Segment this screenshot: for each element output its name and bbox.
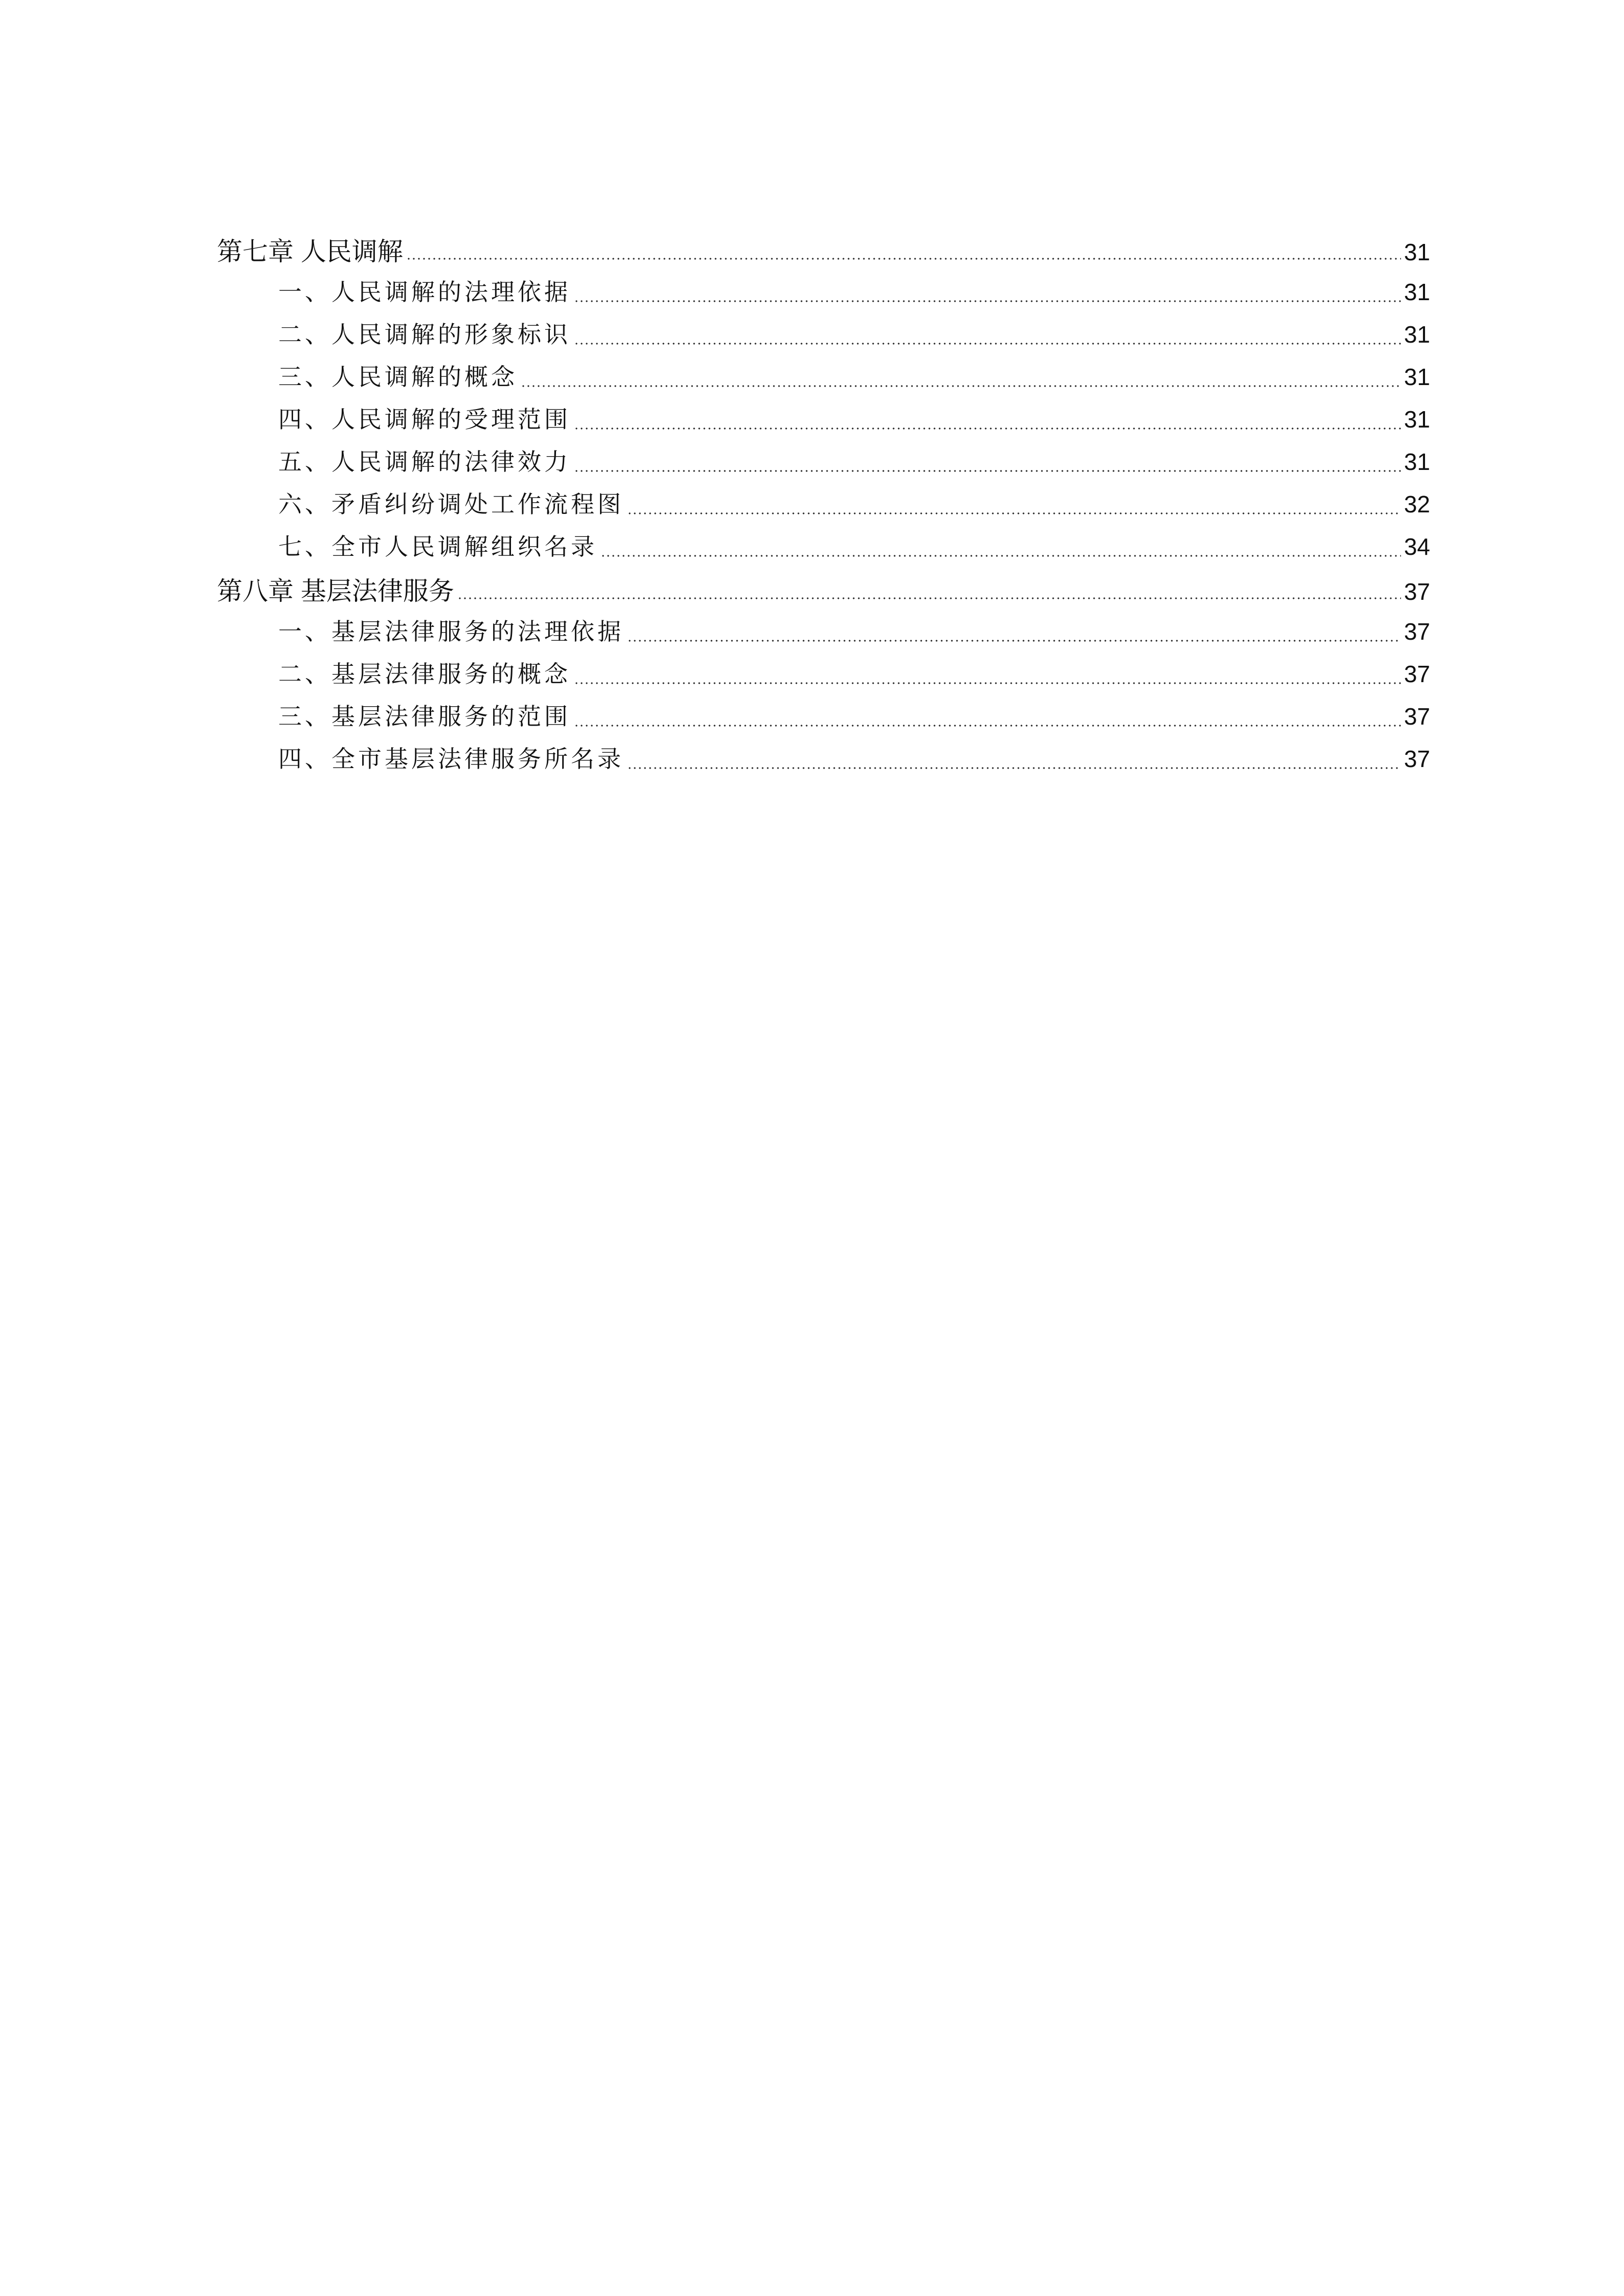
- toc-entry-title: 三、人民调解的概念: [278, 363, 518, 391]
- dot-leader: [574, 343, 1401, 345]
- toc-page-number: 31: [1404, 406, 1430, 433]
- toc-page-number: 31: [1404, 279, 1430, 305]
- toc-entry-title: 第七章 人民调解: [217, 237, 403, 266]
- toc-page-number: 37: [1404, 618, 1430, 645]
- toc-entry-title: 第八章 基层法律服务: [217, 577, 454, 605]
- toc-section-8-3[interactable]: [278, 698, 1430, 734]
- toc-chapter-7[interactable]: [217, 231, 1430, 267]
- toc-section-7-4[interactable]: [278, 401, 1430, 437]
- dot-leader: [574, 682, 1401, 684]
- toc-entry-title: 四、全市基层法律服务所名录: [278, 745, 624, 773]
- dot-leader: [627, 767, 1401, 769]
- toc-page-number: 37: [1404, 703, 1430, 730]
- toc-entry-title: 一、人民调解的法理依据: [278, 278, 571, 306]
- dot-leader: [627, 512, 1401, 514]
- dot-leader: [574, 470, 1401, 472]
- toc-page-number: 31: [1404, 239, 1430, 265]
- toc-chapter-8[interactable]: [217, 571, 1430, 606]
- toc-page-number: 32: [1404, 491, 1430, 517]
- dot-leader: [406, 258, 1401, 260]
- toc-entry-title: 一、基层法律服务的法理依据: [278, 618, 624, 645]
- toc-entry-title: 五、人民调解的法律效力: [278, 448, 571, 476]
- toc-entry-title: 二、人民调解的形象标识: [278, 321, 571, 348]
- toc-section-8-1[interactable]: [278, 613, 1430, 649]
- toc-section-7-6[interactable]: [278, 486, 1430, 522]
- toc-page-number: 37: [1404, 578, 1430, 605]
- toc-section-7-2[interactable]: [278, 316, 1430, 352]
- dot-leader: [521, 385, 1401, 387]
- toc-section-7-3[interactable]: [278, 358, 1430, 394]
- toc-entry-title: 七、全市人民调解组织名录: [278, 533, 597, 560]
- toc-section-8-4[interactable]: [278, 740, 1430, 776]
- toc-page-number: 31: [1404, 448, 1430, 475]
- toc-section-7-5[interactable]: [278, 443, 1430, 479]
- toc-entry-title: 二、基层法律服务的概念: [278, 660, 571, 688]
- toc-entry-title: 三、基层法律服务的范围: [278, 703, 571, 730]
- dot-leader: [574, 427, 1401, 430]
- dot-leader: [457, 597, 1401, 599]
- dot-leader: [627, 640, 1401, 642]
- toc-page-number: 34: [1404, 533, 1430, 560]
- toc-page-number: 37: [1404, 661, 1430, 687]
- dot-leader: [574, 300, 1401, 302]
- toc-entry-title: 六、矛盾纠纷调处工作流程图: [278, 490, 624, 518]
- toc-section-7-1[interactable]: [278, 274, 1430, 309]
- toc-section-7-7[interactable]: [278, 528, 1430, 564]
- toc-section-8-2[interactable]: [278, 656, 1430, 691]
- dot-leader: [600, 555, 1401, 557]
- toc-page-number: 31: [1404, 321, 1430, 348]
- toc-page-number: 31: [1404, 364, 1430, 390]
- toc-entry-title: 四、人民调解的受理范围: [278, 406, 571, 433]
- toc-page-number: 37: [1404, 746, 1430, 772]
- dot-leader: [574, 725, 1401, 727]
